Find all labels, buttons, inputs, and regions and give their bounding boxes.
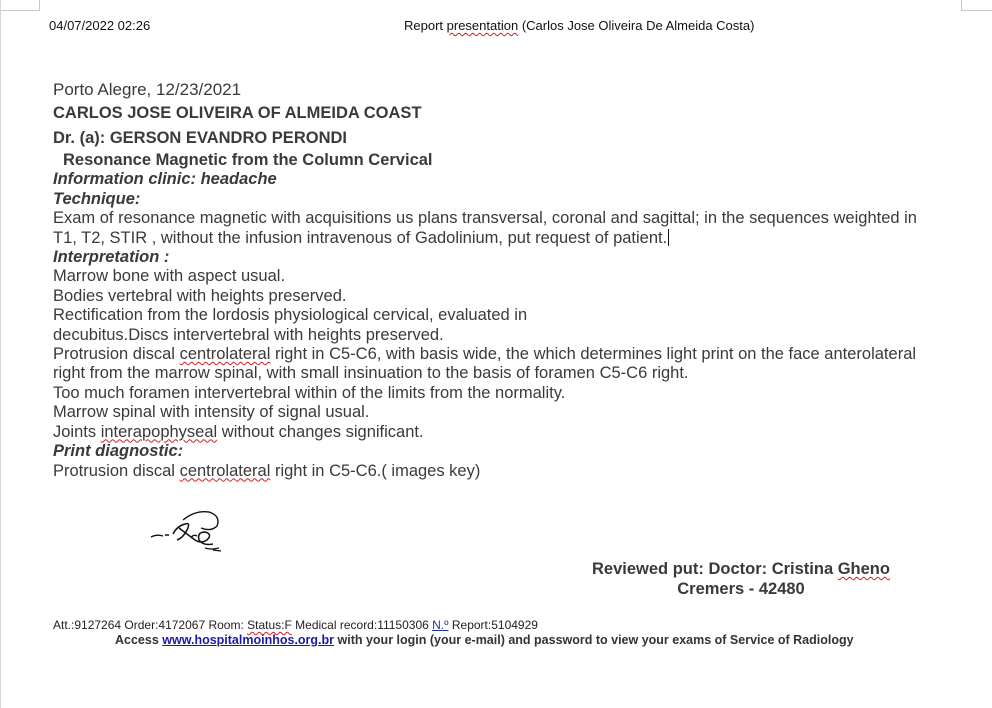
report-body[interactable] (53, 79, 933, 481)
technique-text: Exam of resonance magnetic with acquisitions us plans transversal, coronal and sagittal; in the sequences weighted in T1, T2, STIR , without the infusion intravenous of Gadolinium, put request of patient. (53, 209, 917, 247)
diagnostic-flagged-word: centrolateral (179, 461, 271, 480)
page-corner-mark-right (961, 0, 992, 11)
requesting-doctor: Dr. (a): GERSON EVANDRO PERONDI (53, 129, 347, 147)
protrusion-text-start: Protrusion discal (53, 345, 180, 364)
print-datetime: 04/07/2022 02:26 (49, 18, 151, 33)
footer-report-number: Report:5104929 (448, 618, 538, 632)
city-date: Porto Alegre, 12/23/2021 (53, 80, 242, 99)
text-cursor (668, 229, 669, 246)
finding-protrusion (53, 345, 933, 384)
reviewer-name-flagged-word: Gheno (837, 560, 890, 578)
diagnostic-text (53, 462, 933, 481)
access-text-end: with your login (your e-mail) and password to view your exams of Service of Radiology (334, 633, 854, 647)
reviewer-block (581, 559, 901, 599)
header-title-flagged-word: presentation (446, 18, 519, 33)
footer-status: Status:F (247, 618, 292, 632)
finding-joints (53, 423, 933, 442)
footer-ids-start: Att.:9127264 Order:4172067 Room: (53, 618, 248, 632)
print-header-title (404, 18, 754, 33)
reviewer-name-text: Reviewed put: Doctor: Cristina (592, 560, 838, 578)
joints-flagged-word: interapophyseal (100, 422, 218, 441)
header-title-patient: (Carlos Jose Oliveira De Almeida Costa) (518, 18, 755, 33)
signature-image (147, 504, 231, 556)
finding-marrow-spinal: Marrow spinal with intensity of signal usual. (53, 403, 370, 422)
diagnostic-heading: Print diagnostic: (53, 442, 184, 461)
interpretation-heading: Interpretation : (53, 248, 170, 267)
joints-text-end: without changes significant. (217, 422, 424, 441)
header-title-text: Report (404, 18, 447, 33)
footer-medical-record: Medical record:11150306 (291, 618, 433, 632)
footer-identifiers (53, 618, 538, 632)
page-corner-mark-left (1, 0, 40, 11)
footer-access-note (115, 633, 854, 647)
protrusion-flagged-word: centrolateral (179, 345, 271, 364)
diagnostic-text-start: Protrusion discal (53, 461, 180, 480)
footer-number-symbol: N.º (432, 618, 449, 632)
joints-text-start: Joints (53, 422, 101, 441)
hospital-website-link[interactable]: www.hospitalmoinhos.org.br (162, 633, 335, 647)
exam-title: Resonance Magnetic from the Column Cervical (63, 151, 433, 169)
patient-name: CARLOS JOSE OLIVEIRA OF ALMEIDA COAST (53, 104, 422, 122)
clinic-info: Information clinic: headache (53, 170, 277, 189)
technique-heading: Technique: (53, 189, 141, 208)
reviewer-name (581, 559, 901, 579)
protrusion-text-end: right in C5-C6, with basis wide, the which determines light print on the face anterolateral right from the marrow spinal, with small insinuation to the basis of foramen C5-C6 right. (53, 345, 917, 383)
finding-discs: decubitus.Discs intervertebral with heights preserved. (53, 325, 444, 344)
finding-marrow-bone: Marrow bone with aspect usual. (53, 267, 286, 286)
technique-paragraph (53, 209, 933, 248)
reviewer-registration: Cremers - 42480 (677, 580, 805, 598)
finding-bodies: Bodies vertebral with heights preserved. (53, 286, 347, 305)
finding-foramen: Too much foramen intervertebral within of the limits from the normality. (53, 383, 566, 402)
access-text-start: Access (115, 633, 163, 647)
diagnostic-text-end: right in C5-C6.( images key) (270, 461, 481, 480)
finding-rectification: Rectification from the lordosis physiological cervical, evaluated in (53, 306, 528, 325)
